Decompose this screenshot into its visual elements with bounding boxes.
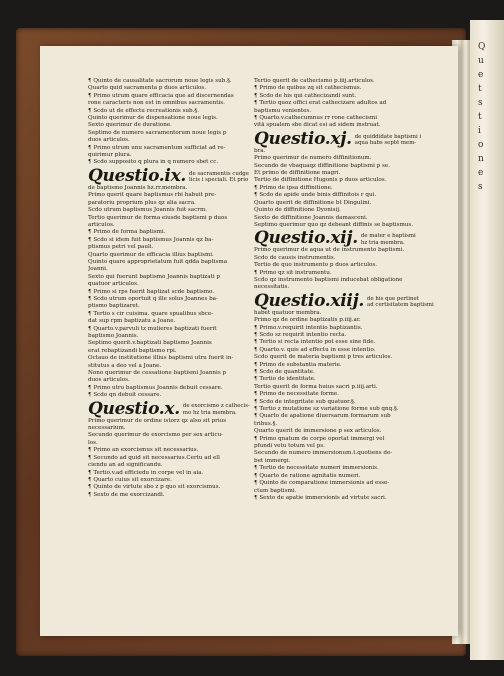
text-line: baptismu venientes. <box>254 107 312 114</box>
text-line: tribus.§. <box>254 420 278 427</box>
questio-13-side-line: de his que pertinet <box>367 295 419 302</box>
text-line: Tertio de quo instrumento p duos articulos. <box>254 262 378 269</box>
text-line: ¶ Scdo utrum oportuit q ille solus Joannes ba- <box>88 295 218 302</box>
text-line: Primo querimur de numero diffinitionum. <box>254 155 372 162</box>
text-line: Nono querimur de cessatione baptismi Joannis p <box>88 370 227 377</box>
text-line: Sexto de diffinitione Joannis damasceni. <box>254 214 368 221</box>
questio-10-title: Questio.x. <box>88 398 180 419</box>
right-block-d <box>254 310 424 503</box>
right-block-a <box>254 78 424 130</box>
text-line: ¶ Quarto de ratione agnitatis numeri. <box>254 472 361 479</box>
text-line: Tertio querit de forma huius sacri p.iiij.arti. <box>254 383 378 390</box>
questio-12-side-line: de mater e baptismi <box>360 233 416 240</box>
text-line: ¶ Tertio quoz offici erat cathecizare adultos ad <box>254 100 387 107</box>
questio-12-side-line: hz tria membra. <box>360 239 405 246</box>
questio-9-title: Questio.ix. <box>88 165 187 186</box>
text-line: ¶ Primo de ipsa diffinitione. <box>254 184 333 191</box>
questio-13-heading <box>254 290 434 311</box>
text-line: ctum baptismi. <box>254 487 297 494</box>
text-line: Tertio querimur de forma eiusde baptismi p duos <box>88 214 228 221</box>
questio-13-side <box>367 296 434 309</box>
text-line: ¶ Quarto.v.cathecumnus rr rone cathecismi <box>254 115 377 122</box>
text-line: ¶ Tertio de necessitate numeri immersionis. <box>254 465 379 472</box>
text-line: Quarto querit de immersione p sex articulos. <box>254 428 382 435</box>
text-line: ciendu an ad significandu. <box>88 462 163 469</box>
text-line: bet immergi. <box>254 457 291 464</box>
text-line: ¶ Scdo supposito q plura in q numero sbet cc. <box>88 159 219 166</box>
text-line: Scdo qz instrumento baptismi inducebat obligatione <box>254 276 403 283</box>
text-line: Secundo de numero immersionum.t.quotiens de- <box>254 450 393 457</box>
text-line: ¶ Scdo qn debuit cessare. <box>88 392 162 399</box>
text-line: Septimo querimur quo qz debeant diffinis se baptismus. <box>254 221 413 228</box>
text-line: Primo qz de ordine baptizatis p.iiij.ar. <box>254 317 361 324</box>
text-line: Quinto de diffinitione Dyonisij. <box>254 207 341 214</box>
left-column <box>88 78 258 499</box>
questio-13-side-line: ad certisitatem baptismi <box>367 302 434 309</box>
right-column <box>254 78 434 502</box>
right-block-c <box>254 247 424 291</box>
questio-9-side-line: de sacramentis cudge <box>189 170 249 177</box>
text-line: baptismo Joannis. <box>88 333 139 339</box>
text-line: ¶ Tertio si recta intentio pot esse sine fide. <box>254 339 376 346</box>
text-line: Primo querimur de aqua ut de instrumento baptismi. <box>254 247 405 254</box>
text-line: ¶ Quinto de virtute sbo z p quo sit exorcismus. <box>88 484 221 491</box>
text-line: ¶ Scdo sz requirit intentio recta. <box>254 331 347 338</box>
questio-11-side <box>355 134 421 147</box>
text-line: Secundo de vbaquaqz diffinitione baptismi p se. <box>254 162 390 169</box>
questio-11-heading <box>254 128 424 149</box>
text-line: necessarium. <box>88 425 126 432</box>
text-line: bra. <box>254 147 266 154</box>
questio-11-side-line: de quiddidate baptismi i <box>354 133 422 140</box>
text-line: ¶ Primo utrum quare efficacia que ad discernendas <box>88 92 234 99</box>
text-line: rone caracteris non est in omnibus sacramentis. <box>88 100 225 107</box>
left-block-c <box>88 418 258 499</box>
text-line: dat sup rpm baptizatu a Joane. <box>88 318 176 325</box>
text-line: Et primo de diffinitione magri. <box>254 170 341 177</box>
text-line: ¶ Primo utrum unu sacramentum sufficiat ad re- <box>88 144 226 151</box>
text-line: ¶ Scdo de quantitate. <box>254 369 315 375</box>
questio-10-side-line: mo hz tria membra. <box>182 410 237 417</box>
text-line: los. <box>88 439 98 446</box>
text-line: erat rebaptizandi baptismo rpi. <box>88 347 177 354</box>
questio-12-title: Questio.xij. <box>254 228 358 249</box>
text-line: ¶ Primo de substantia materie. <box>254 361 342 368</box>
text-line: ¶ Primo qnatum de corpe oportat immergi vel <box>254 435 385 442</box>
questio-12-heading <box>254 228 424 249</box>
text-line: ¶ Primo de quibus zq sit cathecismus. <box>254 85 362 92</box>
text-line: ¶ Tertio de identitate. <box>254 376 316 383</box>
text-line: Secundo querimur de exorcismo per sex articu- <box>88 432 224 439</box>
text-line: pfundi vetu totum vel ps. <box>254 443 325 450</box>
text-line: ¶ Sexto de apatie immersionis ad virtute sacri. <box>254 494 387 501</box>
text-line: Primo querit quare baptismus rbi habuit pre- <box>88 192 217 199</box>
text-line: vitā spualem sbe dicat esi ad sidem instruat. <box>254 122 381 129</box>
text-line: Quarto quid sacramenta p duos articulos. <box>88 85 206 92</box>
questio-10-side <box>183 403 250 416</box>
questio-10-side-line: de exorcismo z cathecis- <box>182 403 250 410</box>
text-line: Octauo de institutione illius baptismi utru fuerit in- <box>88 355 234 362</box>
text-line: ¶ Primo utru baptismus Joannis debuit cessare. <box>88 384 223 391</box>
text-line: ¶ Quinto de comparatione immersionis ad esse- <box>254 480 390 487</box>
text-line: ¶ Primo de necessitate forme. <box>254 391 339 398</box>
text-line: Quarto querit de diffinitione bt Dingulini. <box>254 199 372 206</box>
questio-9-side <box>189 171 249 184</box>
text-line: articulos. <box>88 221 115 228</box>
text-line: de baptismo Joannis hz.rr.membra. <box>88 184 188 191</box>
text-line: paratoriu proprium plus qz alia sacra. <box>88 199 196 206</box>
text-line: ¶ Secundo ad quid sit necessarius.Certu ad ell <box>88 454 220 461</box>
text-line: Tertio de diffinitione Hugonis p duos articulos. <box>254 177 387 184</box>
questio-11-side-line: aqua habs septē mem- <box>354 140 417 147</box>
text-line: Septimo de numero sacramentorum noue legis p <box>88 129 227 136</box>
text-line: Quinto querimur de dispensatione noue legis. <box>88 115 218 122</box>
text-line: ¶ Quinto de causalitate sacrorum noue legis sub.§. <box>88 78 232 84</box>
text-line: Quinto quare approprietatum fuit qdda baptisma <box>88 258 228 265</box>
text-line: ¶ Tertio s cir cuisima. quare spualibus sbce- <box>88 310 214 317</box>
text-line: Scdo querit de materia baptismi p tres articulos. <box>254 354 393 361</box>
text-line: ¶ Scdo de apide unde binis diffinitois r qui. <box>254 192 377 199</box>
text-line: Primo querimur de ordine istorz qz also sit prius <box>88 417 227 424</box>
text-line: ¶ Scdo de his qui cathecizandi sunt. <box>254 92 357 99</box>
left-block-b <box>88 185 258 400</box>
text-line: ¶ Quarto.v. quis ad effectu in esse intentio. <box>254 346 376 353</box>
right-block-b <box>254 148 424 229</box>
next-page-text: Q u e t s t i o n e s <box>478 42 486 192</box>
text-line: ¶ Primo de forma baptismi. <box>88 229 166 236</box>
questio-10-heading <box>88 398 258 419</box>
text-line: Quarto querimur de efficacia illius baptismi. <box>88 251 214 258</box>
text-line: ¶ Primo qz sit instrumentu. <box>254 269 332 276</box>
left-block-a <box>88 78 258 167</box>
text-line: duos articulos. <box>88 377 130 384</box>
text-line: Scdo utrum baptismus Joannis fuit sacrm. <box>88 207 208 214</box>
text-line: ¶ Quarto.v.parvuli tz mulieres baptizati fuerit <box>88 325 217 332</box>
text-line: Tertio querit de cathecismo p.iiij.articulos. <box>254 78 375 84</box>
text-line: Scdo de causis instrumentis. <box>254 254 336 261</box>
text-line: quirimur plura. <box>88 152 132 159</box>
questio-13-title: Questio.xiij. <box>254 290 365 311</box>
text-line: ¶ Primo an exorcismus sit necessarius. <box>88 447 199 454</box>
text-line: Sexto qui fuerunt baptismo Joannis baptizati p <box>88 273 220 280</box>
text-line: ¶ Quarto de apatione diuersarum formarum sub <box>254 413 391 420</box>
text-line: Joanni. <box>88 266 108 273</box>
questio-11-title: Questio.xj. <box>254 128 352 149</box>
text-line: ¶ Scdo ut de effectu recreationis sub.§. <box>88 107 199 114</box>
questio-12-side <box>361 233 416 246</box>
text-line: ¶ Primo si rps fuerit baptizat scde baptismo. <box>88 288 215 295</box>
text-line: stitutus a deo vel a Joane. <box>88 362 162 369</box>
text-line: duos articulos. <box>88 137 130 144</box>
text-line: ¶ Scdo si idem fuit baptismus Joannis qz ba- <box>88 236 214 243</box>
text-line: Sexto querimur de duratione. <box>88 122 172 129</box>
text-line: habet quatuor membra. <box>254 309 322 316</box>
text-line: necessitatis. <box>254 284 290 291</box>
text-line: ¶ Tertio z mutatione sz variatione forme sub qnq.§. <box>254 406 399 413</box>
text-line: ¶ Sexto de me exorcizandi. <box>88 491 165 498</box>
questio-9-heading <box>88 165 258 186</box>
text-line: ¶ Primo.v.requirit intentio baptizantis. <box>254 324 363 331</box>
text-line: ptismus petri vel pauli. <box>88 244 154 251</box>
text-line: ¶ Quarto cuius sit exorcizare. <box>88 476 172 483</box>
questio-9-side-line: licis i speciali. Et prio <box>189 177 249 184</box>
text-line: Septimo querit.v.baptizati baptismo Joannis <box>88 340 212 347</box>
text-line: ¶ Tertio.v.ad efficiedu in corpe vel in aia. <box>88 469 204 476</box>
text-line: ptismo baptizaret. <box>88 303 140 310</box>
text-line: ¶ Scdo de integritate sub quatuor.§. <box>254 398 356 405</box>
text-line: quatuor articulos. <box>88 281 139 288</box>
